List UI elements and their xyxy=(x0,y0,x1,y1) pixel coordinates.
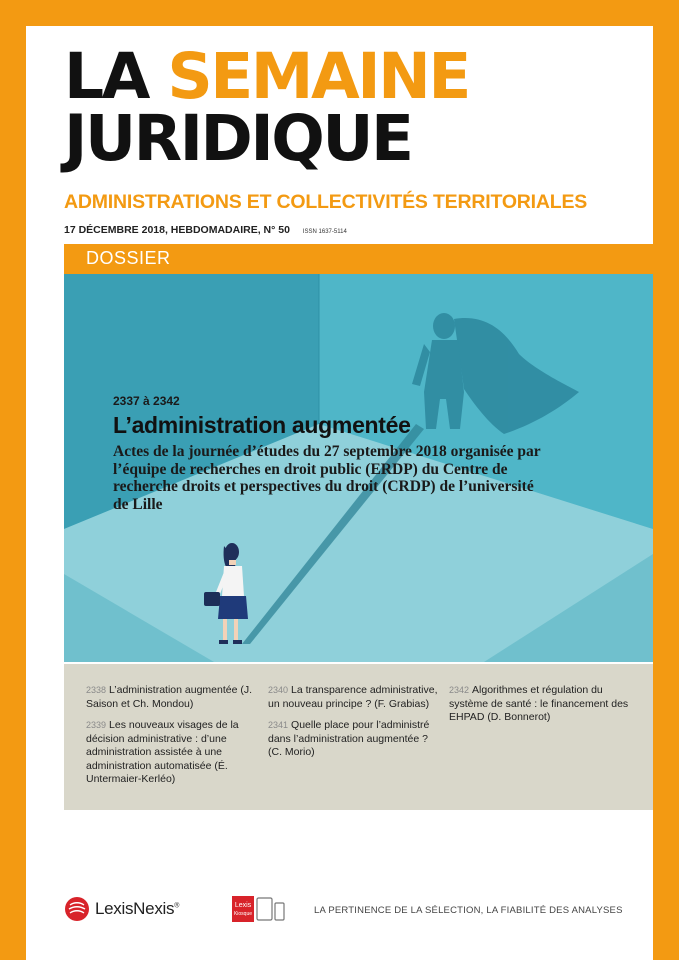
feature-block xyxy=(113,394,553,513)
toc-item-text: La transparence administrative, un nouveau principe ? (F. Grabias) xyxy=(268,684,438,710)
toc-item-number: 2341 xyxy=(268,720,289,730)
toc-item-text: Algorithmes et régulation du système de santé : le financement des EHPAD (D. Bonnerot) xyxy=(449,684,629,723)
publisher-logo[interactable] xyxy=(64,896,179,922)
toc-item-number: 2338 xyxy=(86,685,107,695)
registered-mark: ® xyxy=(174,902,180,910)
toc-item[interactable] xyxy=(449,684,629,725)
tagline: LA PERTINENCE DE LA SÉLECTION, LA FIABILITÉ DES ANALYSES xyxy=(314,905,623,916)
toc-item-number: 2342 xyxy=(449,685,470,695)
toc-item-text: Quelle place pour l’administré dans l’administration augmentée ? (C. Morio) xyxy=(268,719,430,758)
kiosque-label-2: Kiosque xyxy=(233,911,253,917)
kiosque-label-1: Lexis xyxy=(234,902,252,909)
feature-description: Actes de la journée d’études du 27 septembre 2018 organisée par l’équipe de recherches en droit public (ERDP) du Centre de recherche droits et perspectives du droit (CRDP) de l’université de Lille xyxy=(113,443,541,513)
masthead-semaine: SEMAINE xyxy=(167,40,469,113)
toc-item[interactable] xyxy=(86,684,256,711)
toc-item[interactable] xyxy=(268,719,438,760)
toc-item[interactable] xyxy=(268,684,438,711)
toc-item-number: 2340 xyxy=(268,685,289,695)
masthead xyxy=(64,40,469,175)
tablet-icon xyxy=(257,898,272,920)
cover-page xyxy=(26,26,653,960)
toc-column-2 xyxy=(268,684,438,768)
issue-date: 17 DÉCEMBRE 2018, HEBDOMADAIRE, N° 50 xyxy=(64,224,290,236)
lexis-kiosque-icon[interactable] xyxy=(232,894,286,924)
footer xyxy=(26,886,653,936)
toc-item-text: L’administration augmentée (J. Saison et Ch. Mondou) xyxy=(86,684,253,710)
toc-item-text: Les nouveaux visages de la décision administrative : d’une administration assistée à une administration automatisée (É. Untermaier-Kerléo) xyxy=(86,719,239,785)
issn: ISSN 1637-5114 xyxy=(302,229,347,235)
section-band xyxy=(64,244,653,274)
publisher-name xyxy=(95,899,179,919)
publisher-name-text: LexisNexis xyxy=(95,899,175,918)
masthead-la: LA xyxy=(64,40,148,113)
table-of-contents xyxy=(64,664,653,810)
toc-item-number: 2339 xyxy=(86,720,107,730)
masthead-juridique: JURIDIQUE xyxy=(64,102,412,175)
publication-subtitle: ADMINISTRATIONS ET COLLECTIVITÉS TERRITORIALES xyxy=(64,191,588,213)
lexisnexis-logo-icon xyxy=(64,896,90,922)
toc-item[interactable] xyxy=(86,719,256,787)
feature-title: L’administration augmentée xyxy=(113,412,411,438)
masthead-line-1 xyxy=(64,40,469,113)
issue-line xyxy=(64,224,347,236)
toc-column-1 xyxy=(86,684,256,795)
feature-article-range: 2337 à 2342 xyxy=(113,394,180,408)
section-label: DOSSIER xyxy=(86,248,171,268)
phone-icon xyxy=(275,903,284,920)
toc-column-3 xyxy=(449,684,629,733)
